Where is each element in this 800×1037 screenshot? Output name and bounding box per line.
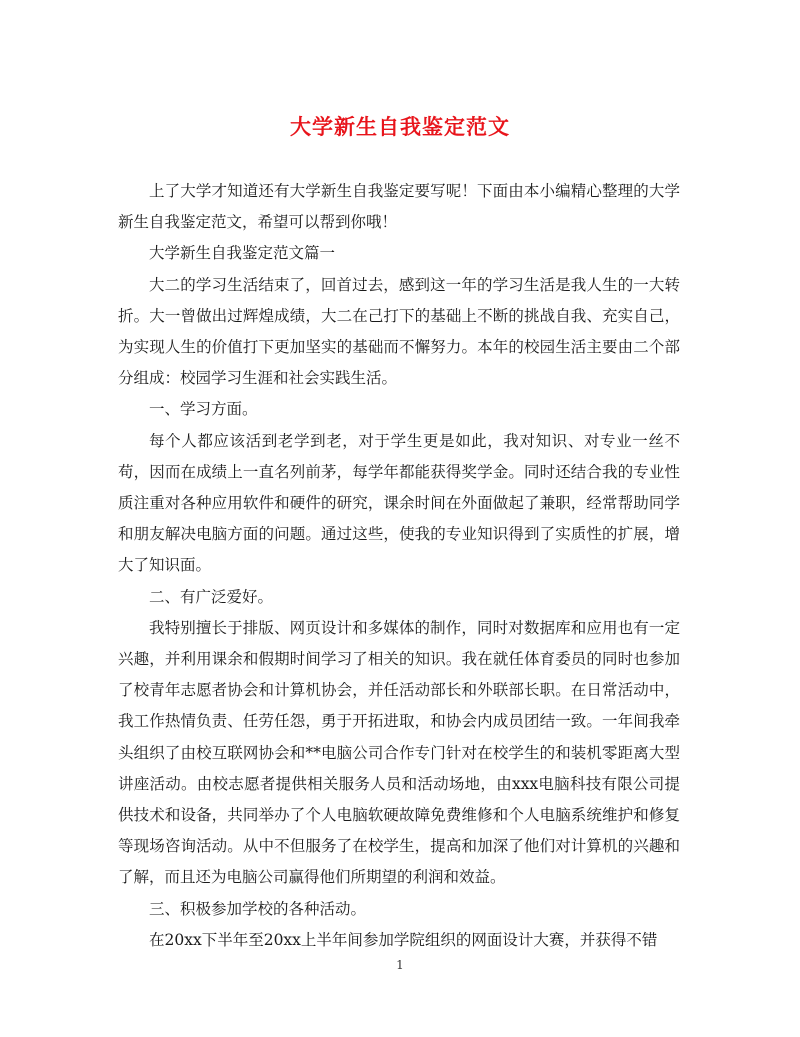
body-paragraph: 在20xx下半年至20xx上半年间参加学院组织的网面设计大赛，并获得不错: [149, 930, 658, 949]
section-heading-hobbies: 二、有广泛爱好。: [149, 587, 274, 606]
intro-paragraph: 上了大学才知道还有大学新生自我鉴定要写呢！下面由本小编精心整理的大学新生自我鉴定范文，希望可以帮到你哦！: [118, 182, 680, 232]
body-paragraph: 我特别擅长于排版、网页设计和多媒体的制作，同时对数据库和应用也有一定兴趣，并利用课余和假期时间学习了相关的知识。我在就任体育委员的同时也参加了校青年志愿者协会和计算机协会，并任活动部长和外联部长职。在日常活动中，我工作热情负责、任劳任怨，勇于开拓进取，和协会内成员团结一致。一年间我牵头组织了由校互联网协会和**电脑公司合作专门针对在校学生的和装机零距离大型讲座活动。由校志愿者提供相关服务人员和活动场地，由xxx电脑科技有限公司提供技术和设备，共同举办了个人电脑软硬故障免费维修和个人电脑系统维护和修复等现场咨询活动。从中不但服务了在校学生，提高和加深了他们对计算机的兴趣和了解，而且还为电脑公司赢得他们所期望的利润和效益。: [118, 618, 680, 887]
section-heading-study: 一、学习方面。: [149, 400, 258, 419]
document-title: 大学新生自我鉴定范文: [290, 114, 510, 139]
section-heading-article-one: 大学新生自我鉴定范文篇一: [149, 244, 336, 263]
page-number: 1: [396, 958, 404, 972]
body-paragraph: 每个人都应该活到老学到老，对于学生更是如此，我对知识、对专业一丝不苟，因而在成绩上一直名列前茅，每学年都能获得奖学金。同时还结合我的专业性质注重对各种应用软件和硬件的研究，课余时间在外面做起了兼职，经常帮助同学和朋友解决电脑方面的问题。通过这些，使我的专业知识得到了实质性的扩展，增大了知识面。: [118, 431, 680, 575]
section-heading-activities: 三、积极参加学校的各种活动。: [149, 899, 367, 918]
document-body: [118, 176, 680, 956]
body-paragraph: 大二的学习生活结束了，回首过去，感到这一年的学习生活是我人生的一大转折。大一曾做出过辉煌成绩，大二在己打下的基础上不断的挑战自我、充实自己，为实现人生的价值打下更加坚实的基础而不懈努力。本年的校园生活主要由二个部分组成：校园学习生涯和社会实践生活。: [118, 275, 680, 388]
